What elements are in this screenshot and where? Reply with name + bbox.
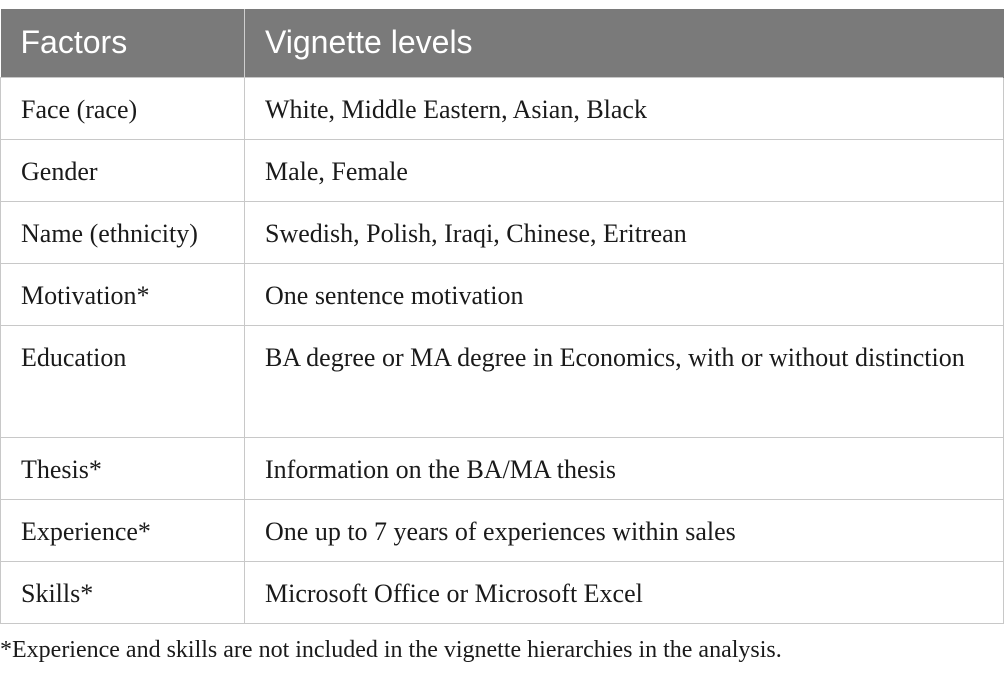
table-row [1,201,1004,263]
levels-cell: White, Middle Eastern, Asian, Black [245,77,1004,139]
factor-cell: Name (ethnicity) [1,201,245,263]
vignette-factors-table-container [0,9,1004,624]
factor-cell: Skills* [1,561,245,623]
levels-cell: Microsoft Office or Microsoft Excel [245,561,1004,623]
table-row [1,263,1004,325]
levels-cell: BA degree or MA degree in Economics, with or without distinction [245,325,1004,437]
header-vignette-levels: Vignette levels [245,9,1004,77]
levels-cell: Swedish, Polish, Iraqi, Chinese, Eritrean [245,201,1004,263]
factor-cell: Motivation* [1,263,245,325]
factor-cell: Face (race) [1,77,245,139]
factor-cell: Gender [1,139,245,201]
levels-cell: Information on the BA/MA thesis [245,437,1004,499]
table-row [1,325,1004,437]
header-row [1,9,1004,77]
table-row [1,561,1004,623]
table-row [1,437,1004,499]
table-row [1,499,1004,561]
table-row [1,139,1004,201]
factor-cell: Thesis* [1,437,245,499]
factor-cell: Education [1,325,245,437]
factor-cell: Experience* [1,499,245,561]
header-factors: Factors [1,9,245,77]
levels-cell: One up to 7 years of experiences within sales [245,499,1004,561]
table-body [1,77,1004,623]
table-header [1,9,1004,77]
levels-cell: One sentence motivation [245,263,1004,325]
vignette-factors-table [0,9,1004,624]
table-footnote: *Experience and skills are not included in the vignette hierarchies in the analysis. [0,637,782,663]
table-row [1,77,1004,139]
levels-cell: Male, Female [245,139,1004,201]
